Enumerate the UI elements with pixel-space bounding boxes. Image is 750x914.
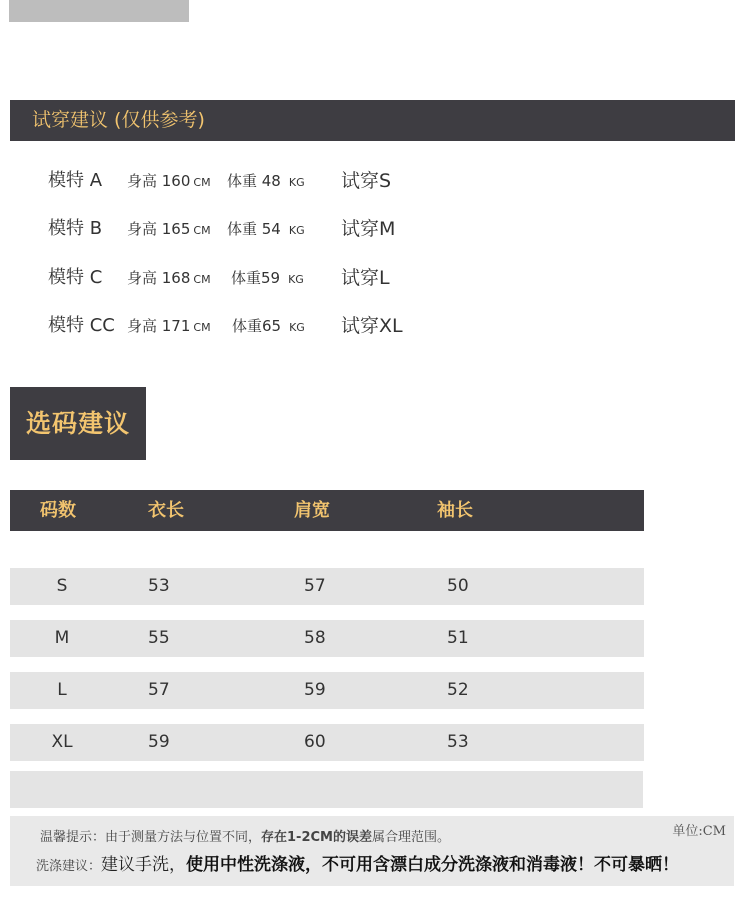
cell-size: M [54,628,70,648]
model-weight: 体重 54 KG [227,220,305,238]
model-row [0,311,750,341]
size-suggestion-title: 选码建议 [10,387,146,460]
table-row [10,568,644,605]
model-name: 模特 B [48,218,103,239]
cell-sleeve: 51 [447,628,469,648]
model-fit-size: 试穿S [341,170,392,192]
table-row [10,672,644,709]
cell-sleeve: 52 [447,680,469,700]
model-weight: 体重65 KG [232,317,305,335]
table-row [10,724,644,761]
cell-size: S [56,576,68,596]
model-name: 模特 CC [48,315,115,336]
model-height: 身高 165 CM [127,220,211,238]
model-fit-size: 试穿XL [341,315,403,337]
model-weight: 体重59 KG [231,269,304,287]
model-row [0,263,750,293]
notes-box [10,816,734,886]
unit-label: 单位:CM [672,824,726,839]
cell-sleeve: 50 [447,576,469,596]
model-height: 身高 171 CM [127,317,211,335]
model-fit-size: 试穿M [341,218,396,240]
cell-length: 59 [148,732,170,752]
model-name: 模特 C [48,267,103,288]
model-weight: 体重 48 KG [227,172,305,190]
cell-shoulder: 58 [304,628,326,648]
cell-size: XL [51,732,73,752]
model-fit-size: 试穿L [341,267,390,289]
model-height: 身高 168 CM [127,269,211,287]
model-height: 身高 160 CM [127,172,211,190]
cell-shoulder: 59 [304,680,326,700]
cell-shoulder: 57 [304,576,326,596]
tip-note: 温馨提示：由于测量方法与位置不同，存在1-2CM的误差属合理范围。 [40,830,450,845]
cell-length: 53 [148,576,170,596]
cell-shoulder: 60 [304,732,326,752]
top-image-placeholder [9,0,189,22]
header-sleeve: 袖长 [437,500,473,521]
wash-note: 洗涤建议：建议手洗，使用中性洗涤液，不可用含漂白成分洗涤液和消毒液！不可暴晒！ [36,855,680,875]
table-row-empty [10,771,643,808]
cell-length: 55 [148,628,170,648]
model-name: 模特 A [48,170,103,191]
cell-sleeve: 53 [447,732,469,752]
model-row [0,166,750,196]
model-row [0,214,750,244]
header-length: 衣长 [148,500,184,521]
header-shoulder: 肩宽 [294,500,330,521]
table-row [10,620,644,657]
cell-size: L [57,680,67,700]
fit-suggestion-header: 试穿建议 (仅供参考) [10,100,735,141]
cell-length: 57 [148,680,170,700]
size-table-header [10,490,644,531]
header-size: 码数 [40,500,76,521]
